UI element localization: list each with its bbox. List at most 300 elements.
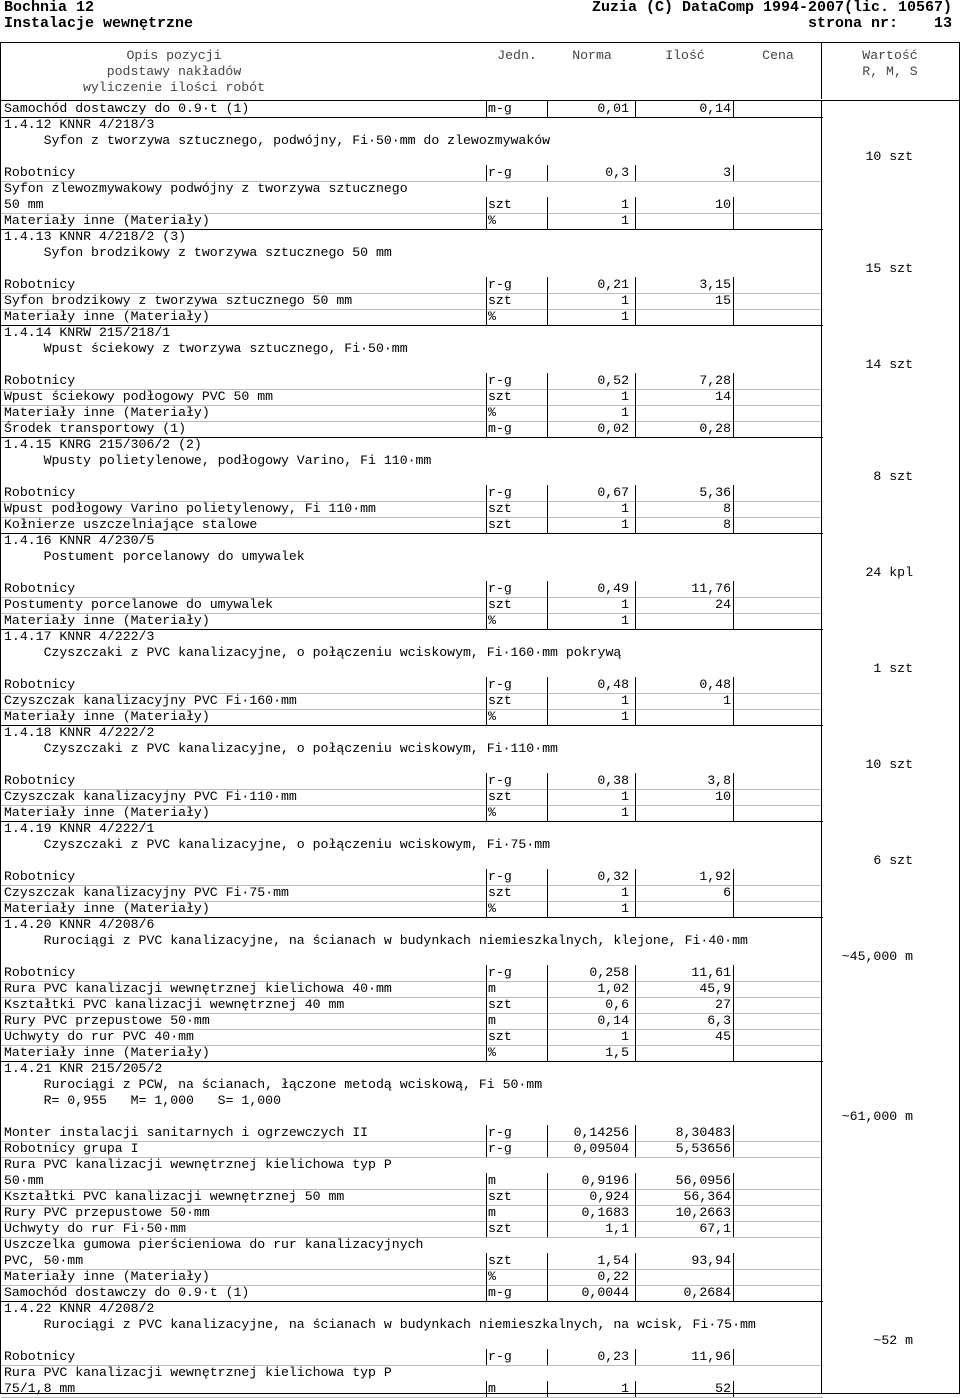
norm-divider	[547, 293, 548, 309]
row-quantity: 45,9	[699, 981, 731, 996]
unit-divider	[486, 485, 487, 501]
row-norm: 1	[621, 1029, 629, 1044]
row-description: Materiały inne (Materiały)	[4, 613, 210, 628]
row-norm: 1	[621, 517, 629, 532]
norm-divider	[547, 277, 548, 293]
row-quantity: 27	[715, 997, 731, 1012]
row-norm: 1	[621, 213, 629, 228]
quantity-divider	[635, 613, 636, 629]
row-description: Wpusty polietylenowe, podłogowy Varino, Fi 110·mm	[4, 453, 432, 468]
norm-divider	[547, 405, 548, 421]
norm-divider	[547, 197, 548, 213]
quantity-divider	[635, 581, 636, 597]
norm-divider	[547, 613, 548, 629]
norm-divider	[547, 805, 548, 821]
row-quantity: 8	[723, 517, 731, 532]
price-divider	[733, 309, 734, 325]
price-divider	[733, 1221, 734, 1237]
row-quantity: 6	[723, 885, 731, 900]
quantity-divider	[635, 901, 636, 917]
row-quantity: 15	[715, 293, 731, 308]
row-unit: szt	[488, 693, 512, 708]
unit-divider	[486, 1045, 487, 1061]
row-norm: 1	[621, 389, 629, 404]
row-norm: 1,02	[597, 981, 629, 996]
price-divider	[733, 1189, 734, 1205]
price-divider	[733, 597, 734, 613]
row-norm: 1	[621, 709, 629, 724]
row-description: Samochód dostawczy do 0.9·t (1)	[4, 101, 250, 116]
position-total-quantity: 1 szt	[873, 661, 913, 676]
row-unit: r-g	[488, 965, 512, 980]
row-unit: szt	[488, 293, 512, 308]
row-norm: 0,258	[589, 965, 629, 980]
row-unit: r-g	[488, 1349, 512, 1364]
norm-divider	[547, 885, 548, 901]
price-divider	[733, 789, 734, 805]
column-header-norm: Norma	[572, 48, 612, 63]
quantity-divider	[635, 981, 636, 997]
row-quantity: 14	[715, 389, 731, 404]
unit-divider	[486, 965, 487, 981]
unit-divider	[486, 789, 487, 805]
row-norm: 0,3	[605, 165, 629, 180]
row-description: Robotnicy	[4, 277, 76, 292]
norm-divider	[547, 1269, 548, 1285]
quantity-divider	[635, 309, 636, 325]
position-separator	[1, 1061, 823, 1062]
row-norm: 1	[621, 1381, 629, 1396]
unit-divider	[486, 373, 487, 389]
row-unit: r-g	[488, 773, 512, 788]
row-norm: 0,1683	[581, 1205, 629, 1220]
position-separator	[1, 325, 823, 326]
row-quantity: 10	[715, 197, 731, 212]
quantity-divider	[635, 773, 636, 789]
row-unit: m	[488, 1381, 496, 1396]
price-divider	[733, 677, 734, 693]
position-code: 1.4.17 KNNR 4/222/3	[4, 629, 155, 644]
quantity-divider	[635, 1013, 636, 1029]
cost-estimate-table	[0, 42, 960, 1394]
row-unit: r-g	[488, 869, 512, 884]
row-description: Robotnicy	[4, 165, 76, 180]
row-unit: r-g	[488, 485, 512, 500]
quantity-divider	[635, 1045, 636, 1061]
row-description: Czyszczaki z PVC kanalizacyjne, o połączeniu wciskowym, Fi·110·mm	[4, 741, 558, 756]
position-total-quantity: 24 kpl	[865, 565, 913, 580]
page-label: strona nr:	[807, 15, 898, 32]
row-unit: r-g	[488, 1141, 512, 1156]
row-quantity: 11,76	[691, 581, 731, 596]
price-divider	[733, 165, 734, 181]
quantity-divider	[635, 405, 636, 421]
row-norm: 0,48	[597, 677, 629, 692]
quantity-divider	[635, 1141, 636, 1157]
row-unit: szt	[488, 597, 512, 612]
row-unit: r-g	[488, 677, 512, 692]
row-description: Czyszczak kanalizacyjny PVC Fi·75·mm	[4, 885, 289, 900]
unit-divider	[486, 1285, 487, 1301]
unit-divider	[486, 1349, 487, 1365]
header-left-top: Bochnia 12	[4, 0, 95, 16]
row-unit: szt	[488, 1253, 512, 1268]
row-description: Wpust ściekowy z tworzywa sztucznego, Fi·50·mm	[4, 341, 408, 356]
column-header-description-1: Opis pozycji	[126, 48, 222, 63]
price-divider	[733, 1285, 734, 1301]
price-divider	[733, 1045, 734, 1061]
row-norm: 1	[621, 293, 629, 308]
row-norm: 0,01	[597, 101, 629, 116]
row-unit: %	[488, 805, 496, 820]
row-description: Rura PVC kanalizacji wewnętrznej kielichowa 40·mm	[4, 981, 392, 996]
column-header-quantity: Ilość	[665, 48, 705, 63]
row-description: 75/1,8 mm	[4, 1381, 76, 1396]
row-description: Kołnierze uszczelniające stalowe	[4, 517, 258, 532]
quantity-divider	[635, 1029, 636, 1045]
position-separator	[1, 533, 823, 534]
row-unit: %	[488, 213, 496, 228]
quantity-divider	[635, 293, 636, 309]
quantity-divider	[635, 1221, 636, 1237]
price-divider	[733, 805, 734, 821]
unit-divider	[486, 213, 487, 229]
row-description: Materiały inne (Materiały)	[4, 805, 210, 820]
unit-divider	[486, 1125, 487, 1141]
row-description: R= 0,955 M= 1,000 S= 1,000	[4, 1093, 281, 1108]
row-description: Robotnicy	[4, 373, 76, 388]
column-header-value-2: R, M, S	[862, 64, 918, 79]
norm-divider	[547, 773, 548, 789]
unit-divider	[486, 805, 487, 821]
norm-divider	[547, 309, 548, 325]
row-unit: szt	[488, 501, 512, 516]
row-quantity: 67,1	[699, 1221, 731, 1236]
unit-divider	[486, 277, 487, 293]
row-description: Robotnicy	[4, 677, 76, 692]
row-norm: 1	[621, 501, 629, 516]
norm-divider	[547, 1285, 548, 1301]
price-divider	[733, 885, 734, 901]
row-quantity: 1,92	[699, 869, 731, 884]
position-total-quantity: ~61,000 m	[841, 1109, 913, 1124]
norm-divider	[547, 1029, 548, 1045]
unit-divider	[486, 581, 487, 597]
position-code: 1.4.20 KNNR 4/208/6	[4, 917, 155, 932]
quantity-divider	[635, 789, 636, 805]
row-norm: 1	[621, 805, 629, 820]
position-separator	[1, 821, 823, 822]
quantity-divider	[635, 709, 636, 725]
row-description: Rurociągi z PVC kanalizacyjne, na ścianach w budynkach niemieszkalnych, na wcisk, Fi·75·mm	[4, 1317, 756, 1332]
quantity-divider	[635, 997, 636, 1013]
row-quantity: 1	[723, 693, 731, 708]
norm-divider	[547, 1125, 548, 1141]
unit-divider	[486, 981, 487, 997]
position-code: 1.4.12 KNNR 4/218/3	[4, 117, 155, 132]
row-quantity: 5,36	[699, 485, 731, 500]
header-left-bottom: Instalacje wewnętrzne	[4, 15, 194, 32]
price-divider	[733, 197, 734, 213]
quantity-divider	[635, 197, 636, 213]
unit-divider	[486, 709, 487, 725]
row-unit: szt	[488, 789, 512, 804]
position-total-quantity: 15 szt	[865, 261, 913, 276]
quantity-divider	[635, 693, 636, 709]
norm-divider	[547, 1189, 548, 1205]
row-norm: 1	[621, 197, 629, 212]
row-quantity: 10,2663	[675, 1205, 731, 1220]
quantity-divider	[635, 1269, 636, 1285]
position-separator	[1, 229, 823, 230]
norm-divider	[547, 421, 548, 437]
price-divider	[733, 965, 734, 981]
row-norm: 0,23	[597, 1349, 629, 1364]
page-number-value: 13	[933, 15, 952, 32]
price-divider	[733, 1141, 734, 1157]
row-unit: r-g	[488, 277, 512, 292]
price-divider	[733, 997, 734, 1013]
row-unit: %	[488, 1269, 496, 1284]
row-quantity: 3,8	[707, 773, 731, 788]
row-quantity: 5,53656	[675, 1141, 731, 1156]
row-norm: 0,21	[597, 277, 629, 292]
row-unit: %	[488, 1045, 496, 1060]
row-quantity: 52	[715, 1381, 731, 1396]
position-total-quantity: 10 szt	[865, 149, 913, 164]
row-unit: m-g	[488, 1285, 512, 1300]
row-description: Materiały inne (Materiały)	[4, 1269, 210, 1284]
norm-divider	[547, 1253, 548, 1269]
unit-divider	[486, 885, 487, 901]
column-header-value-1: Wartość	[862, 48, 918, 63]
price-divider	[733, 1013, 734, 1029]
position-code: 1.4.21 KNR 215/205/2	[4, 1061, 163, 1076]
row-unit: szt	[488, 1029, 512, 1044]
row-description: Kształtki PVC kanalizacji wewnętrznej 40 mm	[4, 997, 345, 1012]
row-quantity: 7,28	[699, 373, 731, 388]
row-description: Monter instalacji sanitarnych i ogrzewczych II	[4, 1125, 369, 1140]
norm-divider	[547, 693, 548, 709]
quantity-divider	[635, 501, 636, 517]
row-norm: 1,54	[597, 1253, 629, 1268]
row-unit: %	[488, 901, 496, 916]
row-quantity: 6,3	[707, 1013, 731, 1028]
row-unit: r-g	[488, 1125, 512, 1140]
unit-divider	[486, 693, 487, 709]
row-unit: r-g	[488, 165, 512, 180]
unit-divider	[486, 997, 487, 1013]
row-description: Materiały inne (Materiały)	[4, 1045, 210, 1060]
norm-divider	[547, 1173, 548, 1189]
norm-divider	[547, 1141, 548, 1157]
column-header-description-2: podstawy nakładów	[106, 64, 242, 79]
position-code: 1.4.22 KNNR 4/208/2	[4, 1301, 155, 1316]
norm-divider	[547, 1013, 548, 1029]
row-description: Syfon brodzikowy z tworzywa sztucznego 50 mm	[4, 293, 353, 308]
row-unit: r-g	[488, 373, 512, 388]
row-description: Rurociągi z PVC kanalizacyjne, na ścianach w budynkach niemieszkalnych, klejone, Fi·40·mm	[4, 933, 748, 948]
row-norm: 1	[621, 901, 629, 916]
row-description: Samochód dostawczy do 0.9·t (1)	[4, 1285, 250, 1300]
position-total-quantity: 6 szt	[873, 853, 913, 868]
unit-divider	[486, 501, 487, 517]
unit-divider	[486, 901, 487, 917]
row-quantity: 3,15	[699, 277, 731, 292]
position-total-quantity: ~52 m	[873, 1333, 913, 1348]
position-separator	[1, 725, 823, 726]
norm-divider	[547, 389, 548, 405]
quantity-divider	[635, 1173, 636, 1189]
quantity-divider	[635, 1205, 636, 1221]
row-norm: 0,32	[597, 869, 629, 884]
norm-divider	[547, 581, 548, 597]
price-divider	[733, 1349, 734, 1365]
row-description: Robotnicy	[4, 1349, 76, 1364]
row-norm: 0,09504	[573, 1141, 629, 1156]
price-divider	[733, 613, 734, 629]
price-divider	[733, 1269, 734, 1285]
norm-divider	[547, 869, 548, 885]
row-unit: m-g	[488, 421, 512, 436]
row-unit: m	[488, 981, 496, 996]
quantity-divider	[635, 869, 636, 885]
row-description: Robotnicy	[4, 965, 76, 980]
row-quantity: 0,48	[699, 677, 731, 692]
unit-divider	[486, 1013, 487, 1029]
price-divider	[733, 293, 734, 309]
row-description: Rury PVC przepustowe 50·mm	[4, 1205, 210, 1220]
norm-divider	[547, 789, 548, 805]
norm-divider	[547, 965, 548, 981]
unit-divider	[486, 869, 487, 885]
unit-divider	[486, 1269, 487, 1285]
row-unit: szt	[488, 885, 512, 900]
unit-divider	[486, 597, 487, 613]
unit-divider	[486, 1253, 487, 1269]
row-norm: 1	[621, 789, 629, 804]
row-description: Kształtki PVC kanalizacji wewnętrznej 50 mm	[4, 1189, 345, 1204]
row-unit: m-g	[488, 101, 512, 116]
quantity-divider	[635, 517, 636, 533]
norm-divider	[547, 981, 548, 997]
row-quantity: 56,0956	[675, 1173, 731, 1188]
row-norm: 0,6	[605, 997, 629, 1012]
row-unit: szt	[488, 1221, 512, 1236]
quantity-divider	[635, 389, 636, 405]
unit-divider	[486, 421, 487, 437]
row-norm: 1	[621, 693, 629, 708]
row-description: Robotnicy grupa I	[4, 1141, 139, 1156]
norm-divider	[547, 517, 548, 533]
price-divider	[733, 421, 734, 437]
row-norm: 0,49	[597, 581, 629, 596]
row-description: Syfon zlewozmywakowy podwójny z tworzywa sztucznego	[4, 181, 408, 196]
row-description: Rura PVC kanalizacji wewnętrznej kielichowa typ P	[4, 1365, 392, 1380]
quantity-divider	[635, 165, 636, 181]
position-code: 1.4.18 KNNR 4/222/2	[4, 725, 155, 740]
quantity-divider	[635, 213, 636, 229]
unit-divider	[486, 1029, 487, 1045]
quantity-divider	[635, 485, 636, 501]
quantity-divider	[635, 1189, 636, 1205]
header-right-top: Zuzia (C) DataComp 1994-2007(lic. 10567)	[591, 0, 952, 16]
row-unit: szt	[488, 389, 512, 404]
quantity-divider	[635, 277, 636, 293]
price-divider	[733, 277, 734, 293]
row-quantity: 0,14	[699, 101, 731, 116]
row-unit: m	[488, 1205, 496, 1220]
norm-divider	[547, 101, 548, 117]
position-code: 1.4.19 KNNR 4/222/1	[4, 821, 155, 836]
price-divider	[733, 901, 734, 917]
norm-divider	[547, 501, 548, 517]
row-description: Materiały inne (Materiały)	[4, 405, 210, 420]
value-column-divider	[821, 101, 822, 1393]
unit-divider	[486, 293, 487, 309]
row-description: 50 mm	[4, 197, 44, 212]
row-norm: 1	[621, 885, 629, 900]
row-norm: 1	[621, 613, 629, 628]
row-norm: 0,14	[597, 1013, 629, 1028]
price-divider	[733, 485, 734, 501]
norm-divider	[547, 677, 548, 693]
row-unit: szt	[488, 1189, 512, 1204]
price-divider	[733, 501, 734, 517]
row-quantity: 0,28	[699, 421, 731, 436]
norm-divider	[547, 1205, 548, 1221]
row-description: Wpust ściekowy podłogowy PVC 50 mm	[4, 389, 274, 404]
row-norm: 1,5	[605, 1045, 629, 1060]
position-separator	[1, 437, 823, 438]
row-norm: 1	[621, 309, 629, 324]
row-description: 50·mm	[4, 1173, 44, 1188]
unit-divider	[486, 309, 487, 325]
row-norm: 0,9196	[581, 1173, 629, 1188]
row-norm: 0,67	[597, 485, 629, 500]
position-separator	[1, 629, 823, 630]
row-unit: szt	[488, 197, 512, 212]
norm-divider	[547, 485, 548, 501]
norm-divider	[547, 213, 548, 229]
row-unit: szt	[488, 997, 512, 1012]
row-unit: %	[488, 405, 496, 420]
row-description: Uchwyty do rur Fi·50·mm	[4, 1221, 187, 1236]
unit-divider	[486, 101, 487, 117]
unit-divider	[486, 1173, 487, 1189]
row-quantity: 93,94	[691, 1253, 731, 1268]
unit-divider	[486, 197, 487, 213]
row-description: Czyszczaki z PVC kanalizacyjne, o połączeniu wciskowym, Fi·75·mm	[4, 837, 551, 852]
row-description: Rurociągi z PCW, na ścianach, łączone metodą wciskową, Fi 50·mm	[4, 1077, 543, 1092]
unit-divider	[486, 1205, 487, 1221]
row-quantity: 3	[723, 165, 731, 180]
unit-divider	[486, 1189, 487, 1205]
norm-divider	[547, 373, 548, 389]
row-description: Uszczelka gumowa pierścieniowa do rur kanalizacyjnych	[4, 1237, 424, 1252]
row-norm: 0,52	[597, 373, 629, 388]
row-quantity: 8,30483	[675, 1125, 731, 1140]
row-description: Rury PVC przepustowe 50·mm	[4, 1013, 210, 1028]
price-divider	[733, 389, 734, 405]
row-description: Czyszczak kanalizacyjny PVC Fi·110·mm	[4, 789, 297, 804]
price-divider	[733, 101, 734, 117]
price-divider	[733, 1125, 734, 1141]
row-description: Środek transportowy (1)	[4, 421, 187, 436]
price-divider	[733, 581, 734, 597]
quantity-divider	[635, 1125, 636, 1141]
row-quantity: 11,61	[691, 965, 731, 980]
